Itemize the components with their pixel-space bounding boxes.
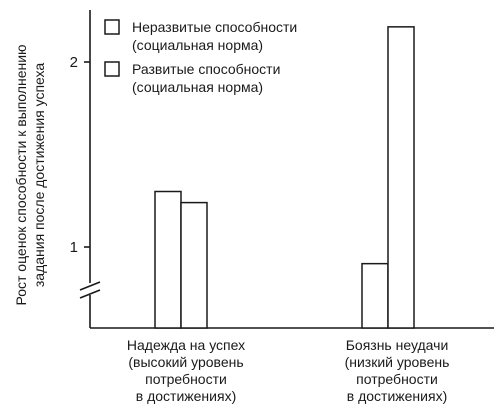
bar-fear-undeveloped [362, 264, 388, 328]
category-fear-line-3: потребности [356, 371, 438, 387]
category-hope-line-3: потребности [145, 371, 227, 387]
bar-hope-undeveloped [155, 192, 181, 329]
category-label-hope [127, 337, 245, 404]
y-axis-label-line-1: Рост оценок способности к выполнению [13, 44, 29, 306]
category-hope-line-1: Надежда на успех [126, 337, 246, 353]
category-hope-line-2: (высокий уровень [128, 354, 244, 370]
legend-label-undeveloped-line-2: (социальная норма) [132, 37, 264, 53]
legend-swatch-developed [105, 62, 119, 76]
legend-swatch-undeveloped [105, 20, 119, 34]
bar-hope-developed [181, 203, 207, 328]
category-fear-line-1: Боязнь неудачи [345, 337, 449, 353]
axis-break-mark-1 [80, 282, 100, 290]
y-tick-label-1: 1 [69, 239, 78, 256]
legend [105, 19, 297, 95]
y-axis-label [13, 44, 47, 305]
y-tick-label-2: 2 [69, 54, 78, 71]
category-hope-line-4: в достижениях) [135, 388, 237, 404]
category-fear-line-4: в достижениях) [346, 388, 448, 404]
y-axis-label-line-2: задания после достижения успеха [31, 62, 47, 288]
legend-label-developed-line-2: (социальная норма) [132, 79, 264, 95]
category-label-fear [345, 337, 450, 404]
legend-label-undeveloped-line-1: Неразвитые способности [132, 19, 298, 35]
legend-label-developed-line-1: Развитые способности [132, 61, 281, 77]
bar-fear-developed [388, 27, 414, 328]
category-fear-line-2: (низкий уровень [344, 354, 450, 370]
